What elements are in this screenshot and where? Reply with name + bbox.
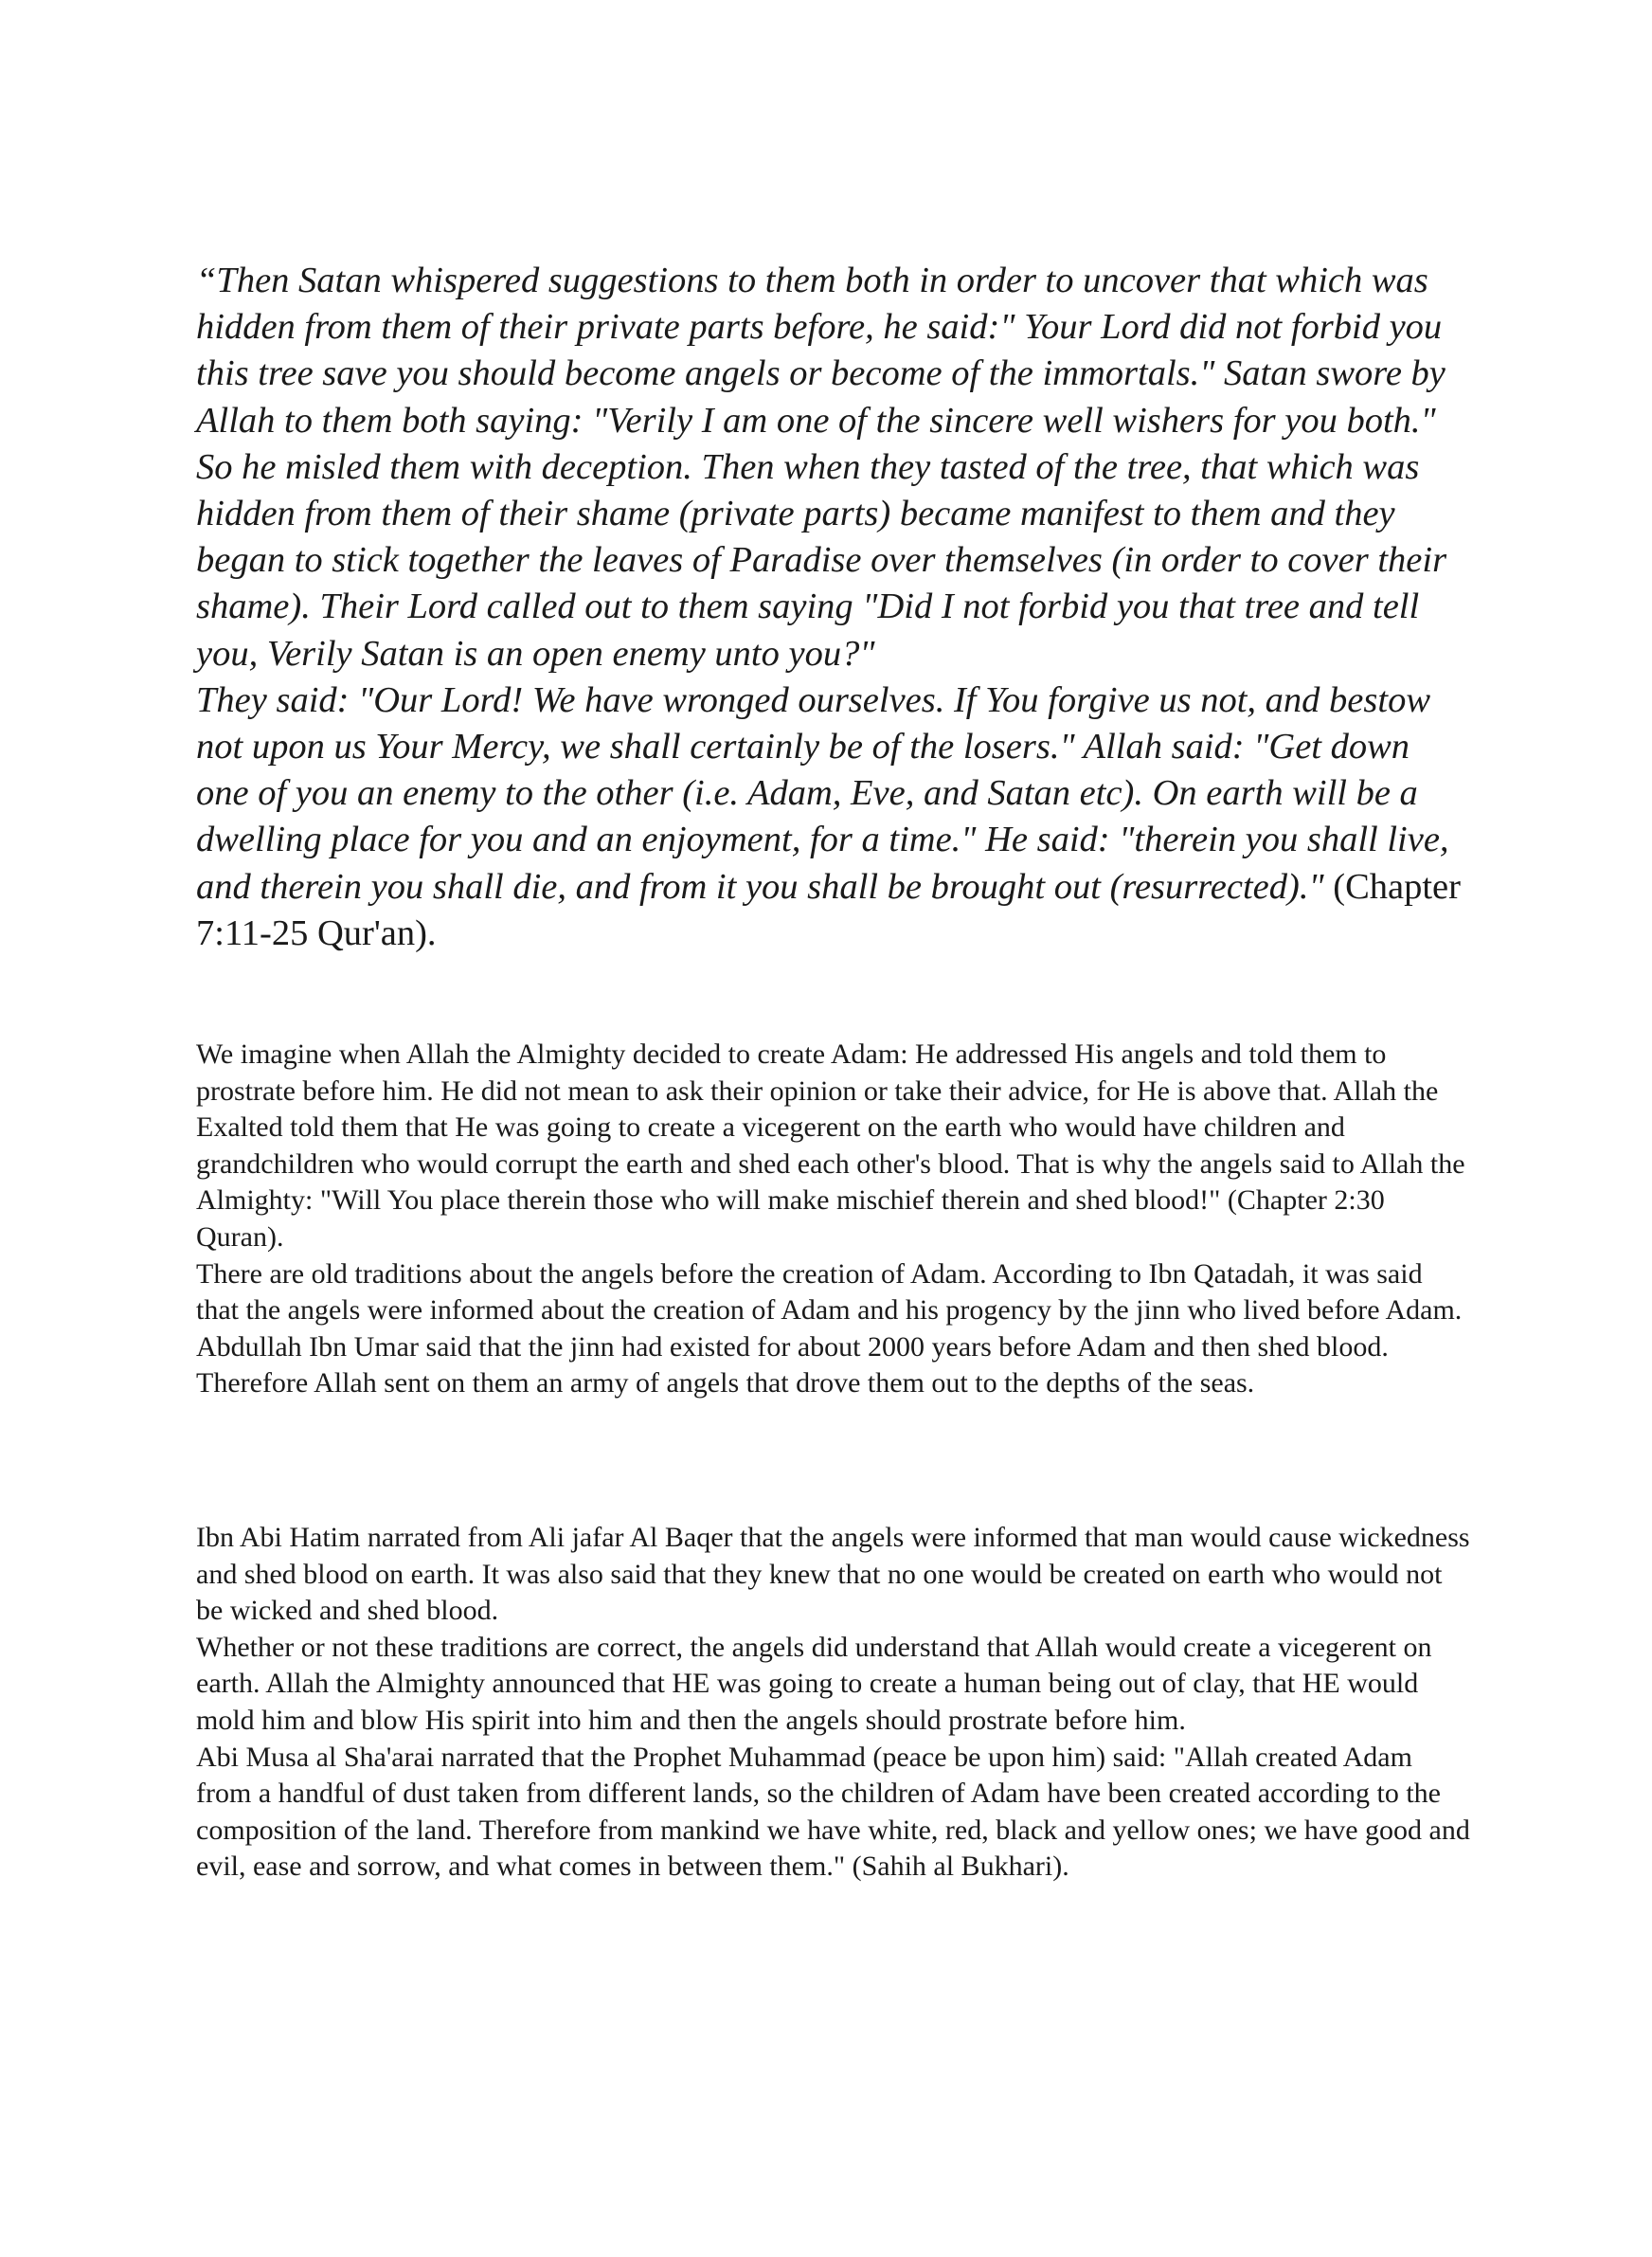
page-content <box>196 258 1470 1883</box>
quote-paragraph-2: So he misled them with deception. Then when they tasted of the tree, that which was hidden from them of their shame (private parts) became manifest to them and they began to stick together the leaves of Paradise over themselves (in order to cover their shame). Their Lord called out to them saying "Did I not forbid you that tree and tell you, Verily Satan is an open enemy unto you?" <box>196 446 1447 674</box>
quote-paragraph-1: “Then Satan whispered suggestions to them both in order to uncover that which was hidden from them of their private parts before, he said:" Your Lord did not forbid you this tree save you should become angels or become of the immortals." Satan swore by Allah to them both saying: "Verily I am one of the sincere well wishers for you both." <box>196 261 1446 441</box>
quote-paragraph-3 <box>196 677 1470 957</box>
commentary-paragraph-4: Whether or not these traditions are correct, the angels did understand that Allah would create a vicegerent on earth. Allah the Almighty announced that HE was going to create a human being out of clay, that HE would mold him and blow His spirit into him and then the angels should prostrate before him. <box>196 1631 1432 1736</box>
commentary-paragraph-2: There are old traditions about the angels before the creation of Adam. According to Ibn Qatadah, it was said that the angels were informed about the creation of Adam and his progency by the jinn who lived before Adam. Abdullah Ibn Umar said that the jinn had existed for about 2000 years before Adam and then shed blood. Therefore Allah sent on them an army of angels that drove them out to the depths of the seas. <box>196 1257 1463 1399</box>
quote-paragraph-3-text: They said: "Our Lord! We have wronged ourselves. If You forgive us not, and bestow not upon us Your Mercy, we shall certainly be of the losers." Allah said: "Get down one of you an enemy to the other (i.e. Adam, Eve, and Satan etc). On earth will be a dwelling place for you and an enjoyment, for a time." He said: "therein you shall live, and therein you shall die, and from it you shall be brought out (resurrected)." <box>196 679 1449 907</box>
commentary-section-1 <box>196 1037 1470 1402</box>
commentary-section-2 <box>196 1520 1470 1886</box>
quote-citation: (Chapter 7:11-25 Qur'an). <box>196 866 1461 953</box>
commentary-paragraph-3: Ibn Abi Hatim narrated from Ali jafar Al Baqer that the angels were informed that man would cause wickedness and shed blood on earth. It was also said that they knew that no one would be created on earth who would not be wicked and shed blood. <box>196 1522 1470 1627</box>
commentary-paragraph-5: Abi Musa al Sha'arai narrated that the Prophet Muhammad (peace be upon him) said: "Allah created Adam from a handful of dust taken from different lands, so the children of Adam have been created according to the composition of the land. Therefore from mankind we have white, red, black and yellow ones; we have good and evil, ease and sorrow, and what comes in between them." (Sahih al Bukhari). <box>196 1741 1470 1883</box>
quran-quotation <box>196 258 1470 957</box>
commentary-paragraph-1: We imagine when Allah the Almighty decided to create Adam: He addressed His angels and told them to prostrate before him. He did not mean to ask their opinion or take their advice, for He is above that. Allah the Exalted told them that He was going to create a vicegerent on the earth who would have children and grandchildren who would corrupt the earth and shed each other's blood. That is why the angels said to Allah the Almighty: "Will You place therein those who will make mischief therein and shed blood!" (Chapter 2:30 Quran). <box>196 1038 1465 1253</box>
